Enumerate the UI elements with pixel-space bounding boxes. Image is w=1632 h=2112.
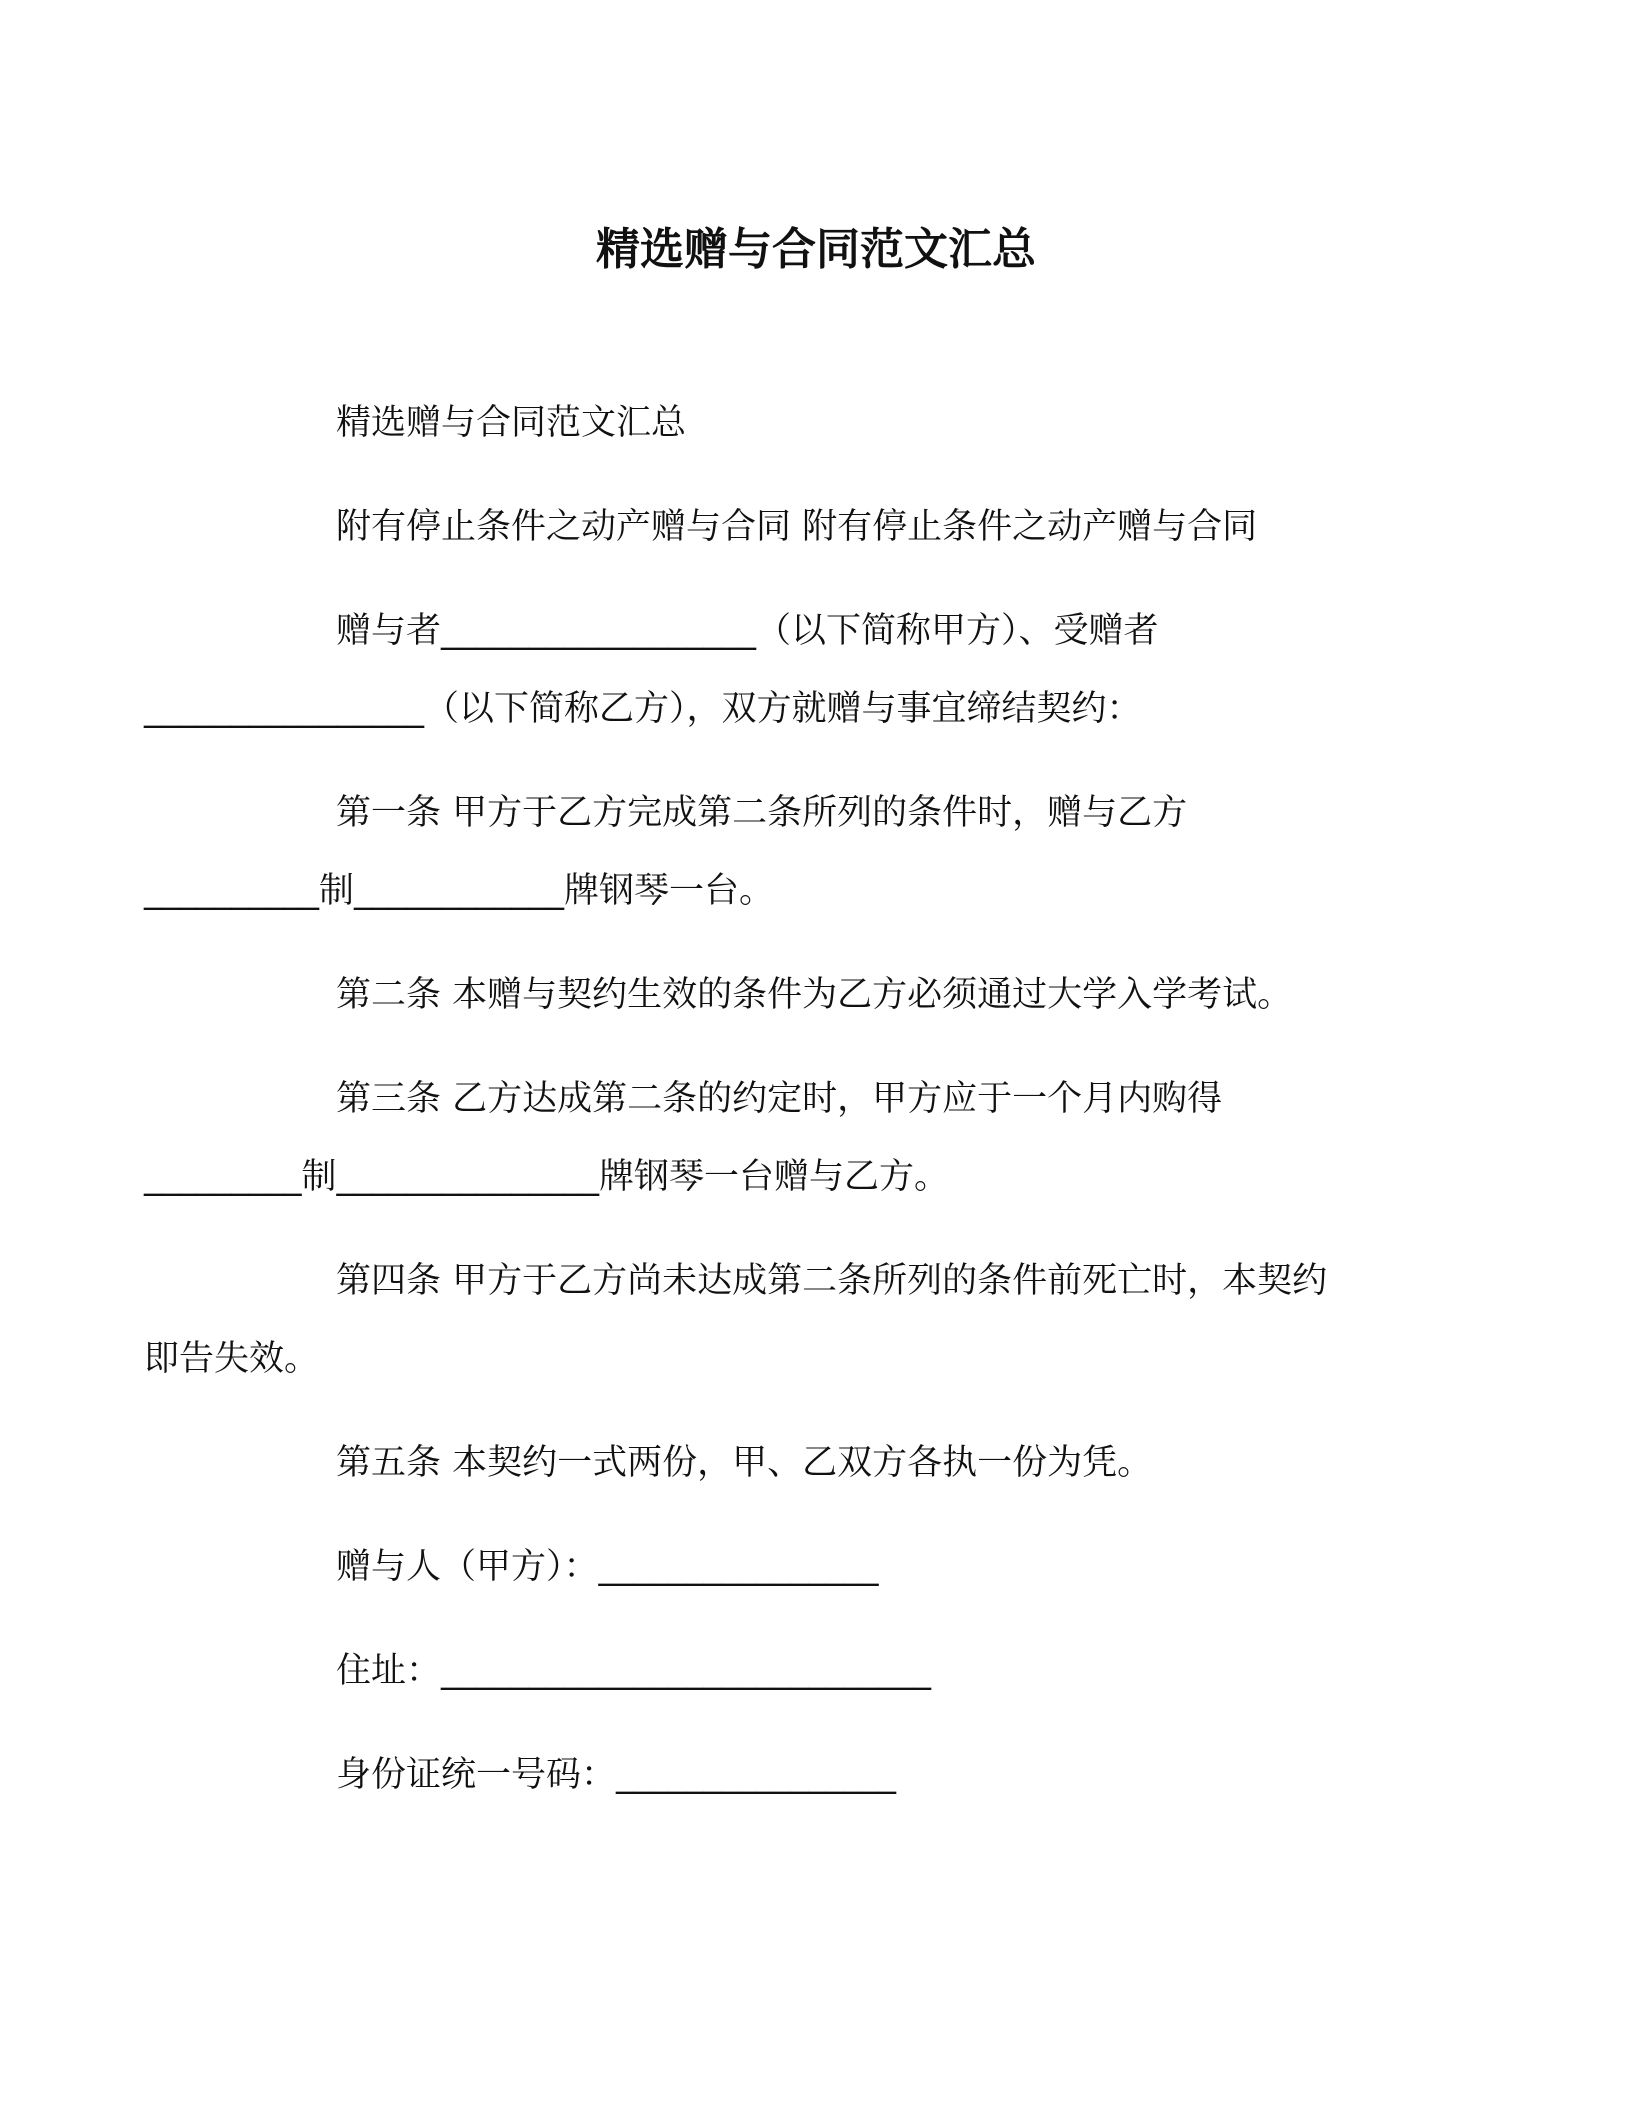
paragraph-address bbox=[240, 1632, 1390, 1710]
paragraph-line: __________制____________牌钢琴一台。 bbox=[144, 871, 775, 911]
paragraph-article-1 bbox=[144, 774, 1390, 930]
paragraph-article-2 bbox=[240, 956, 1390, 1034]
paragraph-donor-signature bbox=[240, 1528, 1390, 1606]
paragraph-line: 身份证统一号码：________________ bbox=[336, 1755, 897, 1795]
paragraph-parties bbox=[144, 592, 1390, 748]
paragraph-line: _________制_______________牌钢琴一台赠与乙方。 bbox=[144, 1157, 950, 1197]
paragraph-line: 即告失效。 bbox=[144, 1339, 320, 1379]
paragraph-contract-type bbox=[240, 488, 1390, 566]
paragraph-line: 精选赠与合同范文汇总 bbox=[336, 403, 687, 443]
paragraph-line: 赠与者__________________（以下简称甲方）、受赠者 bbox=[336, 611, 1159, 651]
document-body bbox=[144, 384, 1390, 1840]
paragraph-line: ________________（以下简称乙方），双方就赠与事宜缔结契约： bbox=[144, 689, 1142, 729]
paragraph-article-3 bbox=[144, 1060, 1390, 1216]
paragraph-line: 第四条 甲方于乙方尚未达成第二条所列的条件前死亡时，本契约 bbox=[336, 1261, 1328, 1301]
paragraph-line: 第三条 乙方达成第二条的约定时，甲方应于一个月内购得 bbox=[336, 1079, 1223, 1119]
paragraph-line: 赠与人（甲方）：________________ bbox=[336, 1547, 879, 1587]
paragraph-line: 附有停止条件之动产赠与合同 附有停止条件之动产赠与合同 bbox=[336, 507, 1258, 547]
document-title: 精选赠与合同范文汇总 bbox=[596, 224, 1036, 275]
paragraph-article-5 bbox=[240, 1424, 1390, 1502]
paragraph-id-number bbox=[240, 1736, 1390, 1814]
paragraph-line: 住址：____________________________ bbox=[336, 1651, 932, 1691]
paragraph-line: 第一条 甲方于乙方完成第二条所列的条件时，赠与乙方 bbox=[336, 793, 1188, 833]
paragraph-article-4 bbox=[144, 1242, 1390, 1398]
paragraph-subtitle bbox=[240, 384, 1390, 462]
paragraph-line: 第二条 本赠与契约生效的条件为乙方必须通过大学入学考试。 bbox=[336, 975, 1293, 1015]
paragraph-line: 第五条 本契约一式两份，甲、乙双方各执一份为凭。 bbox=[336, 1443, 1153, 1483]
